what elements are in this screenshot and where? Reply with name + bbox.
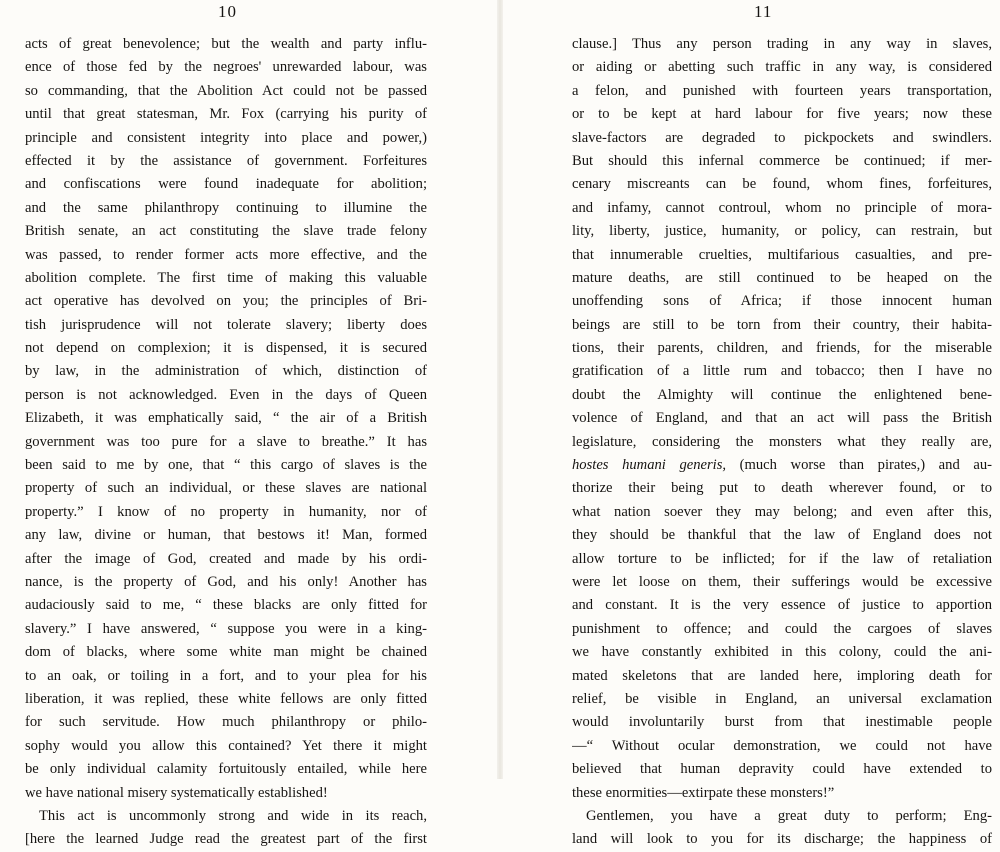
text-line: liberation, it was replied, these white fellows are only fitted (25, 690, 427, 707)
text-line: so commanding, that the Abolition Act could not be passed (25, 82, 427, 99)
text-line: slavery.” I have answered, “ suppose you were in a king- (25, 620, 427, 637)
text-line: these enormities—extirpate these monsters!” (572, 784, 835, 801)
text-line: clause.] Thus any person trading in any way in slaves, (572, 36, 992, 52)
text-line: This act is uncommonly strong and wide in its reach, (39, 807, 427, 824)
left-page-body (25, 33, 427, 852)
text-line: acts of great benevolence; but the wealth and party influ- (25, 36, 427, 52)
text-line: and confiscations were found inadequate for abolition; (25, 176, 427, 193)
text-line: act operative has devolved on you; the principles of Bri- (25, 293, 427, 310)
right-page (500, 0, 1000, 848)
text-line: legislature, considering the monsters what they really are, (572, 433, 992, 450)
text-line: allow torture to be inflicted; for if the law of retaliation (572, 550, 992, 567)
text-line: But should this infernal commerce be continued; if mer- (572, 152, 992, 169)
text-line: that innumerable cruelties, multifarious casualties, and pre- (572, 246, 992, 263)
text-line: Elizabeth, it was emphatically said, “ the air of a British (25, 410, 427, 427)
text-line: we have constantly exhibited in this colony, could the ani- (572, 644, 992, 661)
text-line: punishment to offence; and could the cargoes of slaves (572, 620, 992, 637)
text-line: and the same philanthropy continuing to illumine the (25, 199, 427, 216)
text-line: British senate, an act constituting the slave trade felony (25, 223, 427, 240)
text-line: to an oak, or toiling in a fort, and to your plea for his (25, 667, 427, 684)
text-line: land will look to you for its discharge; the happiness of (572, 831, 992, 848)
text-line: or aiding or abetting such traffic in any way, is considered (572, 59, 992, 76)
text-line: or to be kept at hard labour for five years; now these (572, 106, 992, 123)
text-line: after the image of God, created and made by his ordi- (25, 550, 427, 567)
text-line: would involuntarily burst from that inestimable people (572, 714, 992, 731)
text-line: was passed, to render former acts more effective, and the (25, 246, 427, 263)
text-line: beings are still to be torn from their country, their habita- (572, 316, 992, 333)
text-line: by law, in the administration of which, distinction of (25, 363, 427, 380)
text-line: doubt the Almighty will continue the enlightened bene- (572, 386, 992, 403)
text-line: —“ Without ocular demonstration, we could not have (572, 737, 992, 754)
text-line: cenary miscreants can be found, whom fines, forfeitures, (572, 176, 992, 193)
text-line: not depend on complexion; it is dispensed, it is secured (25, 340, 427, 357)
text-line: were let loose on them, their sufferings would be excessive (572, 573, 992, 590)
left-page (0, 0, 500, 848)
text-line: what nation soever they may belong; and even after this, (572, 503, 992, 520)
text-line: abolition complete. The first time of making this valuable (25, 269, 427, 286)
text-line: for such servitude. How much philanthropy or philo- (25, 714, 427, 731)
text-line: and constant. It is the very essence of justice to apportion (572, 597, 992, 614)
text-line: believed that human depravity could have extended to (572, 761, 992, 778)
text-line: property.” I know of no property in humanity, nor of (25, 503, 427, 520)
text-span: (much worse than pirates,) and au- (739, 457, 992, 474)
text-line: property of such an individual, or these slaves are national (25, 480, 427, 497)
text-line: be only individual calamity fortuitously entailed, while here (25, 761, 427, 778)
text-line: any law, divine or human, that bestows it! Man, formed (25, 527, 427, 544)
text-line-with-italic (572, 454, 992, 477)
text-line: sophy would you allow this contained? Yet there it might (25, 737, 427, 754)
text-line: government was too pure for a slave to breathe.” It has (25, 433, 427, 450)
text-line: volence of England, and that an act will pass the British (572, 410, 992, 427)
text-line: effected it by the assistance of government. Forfeitures (25, 152, 427, 169)
text-line: mature deaths, are still continued to be heaped on the (572, 269, 992, 286)
text-line: tions, their parents, children, and friends, for the miserable (572, 340, 992, 357)
page-number: 11 (754, 2, 773, 21)
right-page-body (572, 33, 992, 852)
text-line: nance, is the property of God, and his only! Another has (25, 573, 427, 590)
text-line: until that great statesman, Mr. Fox (carrying his purity of (25, 106, 427, 123)
text-line: and infamy, cannot controul, whom no principle of mora- (572, 199, 992, 216)
text-line: tish jurisprudence will not tolerate slavery; liberty does (25, 316, 427, 333)
latin-phrase: hostes humani generis, (572, 457, 727, 474)
text-line: gratification of a little rum and tobacco; then I have no (572, 363, 992, 380)
text-line: principle and consistent integrity into place and power,) (25, 129, 427, 146)
text-line: slave-factors are degraded to pickpockets and swindlers. (572, 129, 992, 146)
text-line: dom of blacks, where some white man might be chained (25, 644, 427, 661)
text-line: audaciously said to me, “ these blacks are only fitted for (25, 597, 427, 614)
text-line: Gentlemen, you have a great duty to perform; Eng- (586, 807, 992, 824)
text-line: thorize their being put to death wherever found, or to (572, 480, 992, 497)
text-line: ence of those fed by the negroes' unrewarded labour, was (25, 59, 427, 76)
text-line: they should be thankful that the law of England does not (572, 527, 992, 544)
text-line: mated skeletons that are landed here, imploring death for (572, 667, 992, 684)
text-line: relief, be visible in England, an universal exclamation (572, 690, 992, 707)
text-line: lity, liberty, justice, humanity, or policy, can restrain, but (572, 223, 992, 240)
text-line: person is not acknowledged. Even in the days of Queen (25, 386, 427, 403)
text-line: unoffending sons of Africa; if those innocent human (572, 293, 992, 310)
page-number: 10 (218, 2, 237, 21)
text-line: been said to me by one, that “ this cargo of slaves is the (25, 457, 427, 474)
text-line: we have national misery systematically established! (25, 784, 328, 801)
text-line: [here the learned Judge read the greatest part of the first (25, 831, 427, 848)
text-line: a felon, and punished with fourteen years transportation, (572, 82, 992, 99)
